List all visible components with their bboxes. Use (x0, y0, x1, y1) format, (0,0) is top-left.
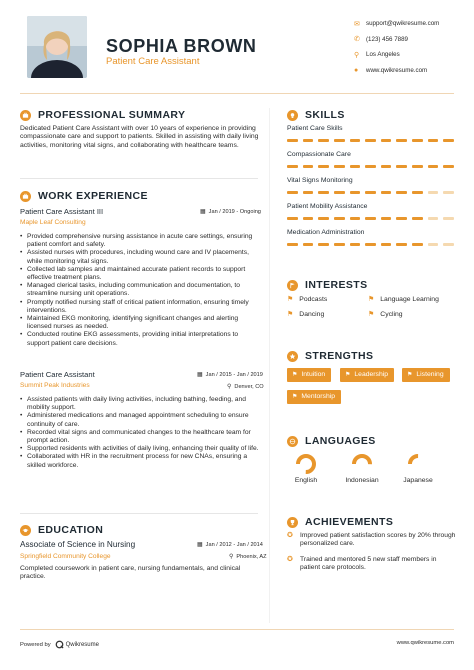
skill-segment (318, 243, 329, 246)
achievement-item: ✪ Improved patient satisfaction scores by 20% through personalized care. (287, 532, 456, 548)
education-heading: EDUCATION (20, 524, 103, 536)
phone-icon: ✆ (354, 36, 360, 44)
section-divider (20, 178, 258, 179)
skill-segment (396, 217, 407, 220)
skill-segment (443, 243, 454, 246)
skill-segment (365, 139, 376, 142)
skill-segment (412, 139, 423, 142)
education-text: Completed coursework in patient care, nursing fundamentals, and clinical practice. (20, 565, 241, 581)
language-level-ring (407, 453, 429, 475)
skill-segment (287, 217, 298, 220)
flag-icon: ⚑ (287, 296, 294, 303)
graduation-cap-icon (20, 525, 31, 536)
job-title: Patient Care Assistant III (20, 207, 104, 216)
skill-segment (412, 243, 423, 246)
job-bullets (20, 233, 262, 348)
contact-block (354, 16, 464, 78)
skill-level-bar (287, 165, 454, 168)
skill-segment (412, 191, 423, 194)
skill-segment (350, 217, 361, 220)
skill-segment (428, 139, 439, 142)
location-text: Los Angeles (366, 51, 400, 59)
school-name: Springfield Community College (20, 553, 111, 560)
footer-url[interactable]: www.qwikresume.com (396, 640, 454, 646)
q-logo-icon (55, 640, 64, 649)
candidate-title: Patient Care Assistant (106, 56, 200, 67)
skills-heading: SKILLS (287, 109, 345, 121)
skill-segment (381, 243, 392, 246)
skill-segment (443, 165, 454, 168)
footer-divider (20, 629, 454, 630)
skill-name: Patient Mobility Assistance (287, 203, 368, 210)
email-text: support@qwikresume.com (366, 20, 440, 28)
flag-icon: ⚑ (287, 311, 294, 318)
skill-segment (350, 165, 361, 168)
job-bullets (20, 396, 262, 470)
calendar-icon: ▦ (200, 209, 206, 215)
flag-icon: ⚑ (345, 372, 351, 378)
job-location: ⚲ Denver, CO (227, 383, 264, 390)
bullet-item: • Administered medications and managed appointment scheduling to ensure continuity of care. (20, 412, 262, 428)
lightbulb-icon (287, 110, 298, 121)
skill-segment (287, 165, 298, 168)
briefcase-icon (20, 110, 31, 121)
website-text: www.qwikresume.com (366, 66, 428, 74)
skill-segment (443, 139, 454, 142)
profile-photo (27, 16, 87, 78)
education-location: ⚲ Phoenix, AZ (229, 553, 267, 560)
skill-segment (303, 217, 314, 220)
skill-segment (350, 139, 361, 142)
job-dates: ▦ Jan / 2019 - Ongoing (200, 208, 261, 215)
skill-segment (381, 139, 392, 142)
skill-segment (365, 165, 376, 168)
contact-phone (354, 32, 464, 48)
skill-segment (350, 191, 361, 194)
star-icon (287, 351, 298, 362)
flag-icon: ⚑ (292, 372, 298, 378)
medal-icon: ✪ (287, 556, 293, 563)
strength-tag: ⚑ Leadership (340, 368, 394, 382)
bullet-item: • Collaborated with HR in the recruitment process for new CNAs, ensuring a skilled workforce. (20, 453, 262, 469)
skill-segment (428, 243, 439, 246)
strength-tag: ⚑ Mentorship (287, 390, 341, 404)
languages-heading: LANGUAGES (287, 435, 376, 447)
bullet-item: • Collected lab samples and maintained accurate patient records to support effective treatment plans. (20, 266, 262, 282)
strength-tag: ⚑ Listening (402, 368, 450, 382)
skill-segment (365, 217, 376, 220)
bullet-item: • Maintained EKG monitoring, identifying significant changes and alerting licensed nurses as needed. (20, 315, 262, 331)
flag-icon (287, 280, 298, 291)
bullet-item: • Assisted nurses with procedures, including wound care and IV placements, while monitoring vital signs. (20, 249, 262, 265)
globe-icon (287, 436, 298, 447)
interest-item: ⚑ Dancing (287, 310, 325, 318)
skill-segment (428, 165, 439, 168)
skill-segment (334, 191, 345, 194)
skill-segment (287, 139, 298, 142)
skill-segment (334, 217, 345, 220)
skill-segment (443, 217, 454, 220)
degree-title: Associate of Science in Nursing (20, 540, 136, 549)
skill-segment (334, 165, 345, 168)
skill-segment (365, 191, 376, 194)
job-company: Summit Peak Industries (20, 382, 90, 389)
bullet-item: • Managed clerical tasks, including communication and documentation, to streamline nursing unit operations. (20, 282, 262, 298)
job-company: Maple Leaf Consulting (20, 219, 86, 226)
skill-level-bar (287, 217, 454, 220)
interests-heading: INTERESTS (287, 279, 368, 291)
job-dates: ▦ Jan / 2015 - Jan / 2019 (197, 371, 263, 378)
skill-segment (318, 191, 329, 194)
language-level-ring (351, 453, 373, 475)
strength-tag: ⚑ Intuition (287, 368, 331, 382)
skill-level-bar (287, 243, 454, 246)
skill-segment (396, 139, 407, 142)
achievements-heading: ACHIEVEMENTS (287, 516, 393, 528)
skill-segment (287, 191, 298, 194)
skill-segment (334, 243, 345, 246)
skill-segment (396, 165, 407, 168)
skill-segment (303, 139, 314, 142)
footer-brand: Powered by Qwikresume (20, 641, 99, 648)
skill-segment (303, 243, 314, 246)
briefcase-icon (20, 191, 31, 202)
header-divider (20, 93, 454, 94)
column-divider (269, 108, 270, 623)
language-name: Japanese (403, 477, 433, 484)
flag-icon: ⚑ (368, 296, 375, 303)
bullet-item: • Promptly notified nursing staff of critical patient information, ensuring timely interventions. (20, 299, 262, 315)
candidate-name: SOPHIA BROWN (106, 36, 257, 56)
flag-icon: ⚑ (292, 394, 298, 400)
skill-level-bar (287, 191, 454, 194)
language-name: Indonesian (345, 477, 379, 484)
contact-location (354, 47, 464, 63)
strengths-heading: STRENGTHS (287, 350, 373, 362)
skill-segment (381, 191, 392, 194)
skill-segment (381, 217, 392, 220)
summary-heading: PROFESSIONAL SUMMARY (20, 109, 185, 121)
skill-name: Compassionate Care (287, 151, 351, 158)
achievement-item: ✪ Trained and mentored 5 new staff members in patient care protocols. (287, 556, 437, 572)
job-title: Patient Care Assistant (20, 370, 95, 379)
skill-segment (318, 165, 329, 168)
skill-segment (428, 217, 439, 220)
language-level-ring (295, 453, 317, 475)
skill-segment (303, 191, 314, 194)
qwikresume-logo[interactable]: Qwikresume (55, 640, 99, 649)
calendar-icon: ▦ (197, 372, 203, 378)
phone-text: (123) 456 7889 (366, 35, 408, 43)
skill-name: Patient Care Skills (287, 125, 343, 132)
bullet-item: • Provided comprehensive nursing assistance in acute care settings, ensuring patient comfort and safety. (20, 233, 262, 249)
summary-text: Dedicated Patient Care Assistant with over 10 years of experience in providing compassionate care and support to patients. Skilled in assisting with daily living activities, monitoring vital signs, and collaborating with healthcare teams. (20, 125, 259, 149)
contact-email[interactable] (354, 16, 464, 32)
skill-segment (365, 243, 376, 246)
skill-name: Vital Signs Monitoring (287, 177, 353, 184)
skill-level-bar (287, 139, 454, 142)
skill-segment (396, 191, 407, 194)
trophy-icon (287, 517, 298, 528)
location-pin-icon: ⚲ (227, 384, 232, 390)
contact-website[interactable] (354, 63, 464, 79)
interest-item: ⚑ Language Learning (368, 295, 439, 303)
globe-icon: ● (354, 66, 359, 74)
envelope-icon: ✉ (354, 20, 360, 28)
skill-segment (318, 217, 329, 220)
bullet-item: • Conducted routine EKG assessments, providing initial interpretations to support patient care decisions. (20, 331, 262, 347)
experience-heading: WORK EXPERIENCE (20, 190, 148, 202)
section-divider (20, 513, 258, 514)
skill-segment (396, 243, 407, 246)
education-dates: ▦ Jan / 2012 - Jan / 2014 (197, 541, 263, 548)
language-name: English (294, 477, 318, 484)
bullet-item: • Recorded vital signs and communicated changes to the healthcare team for prompt action. (20, 429, 262, 445)
skill-segment (443, 191, 454, 194)
skill-segment (381, 165, 392, 168)
bullet-item: • Supported residents with activities of daily living, enhancing their quality of life. (20, 445, 262, 453)
skill-name: Medication Administration (287, 229, 365, 236)
bullet-item: • Assisted patients with daily living activities, including bathing, feeding, and mobility support. (20, 396, 262, 412)
skill-segment (428, 191, 439, 194)
skill-segment (350, 243, 361, 246)
skill-segment (303, 165, 314, 168)
interest-item: ⚑ Podcasts (287, 295, 328, 303)
medal-icon: ✪ (287, 532, 293, 539)
skill-segment (412, 217, 423, 220)
skill-segment (287, 243, 298, 246)
location-pin-icon: ⚲ (354, 51, 360, 59)
flag-icon: ⚑ (407, 372, 413, 378)
flag-icon: ⚑ (368, 311, 375, 318)
interest-item: ⚑ Cycling (368, 310, 403, 318)
skill-segment (334, 139, 345, 142)
skill-segment (318, 139, 329, 142)
skill-segment (412, 165, 423, 168)
location-pin-icon: ⚲ (229, 554, 234, 560)
calendar-icon: ▦ (197, 542, 203, 548)
